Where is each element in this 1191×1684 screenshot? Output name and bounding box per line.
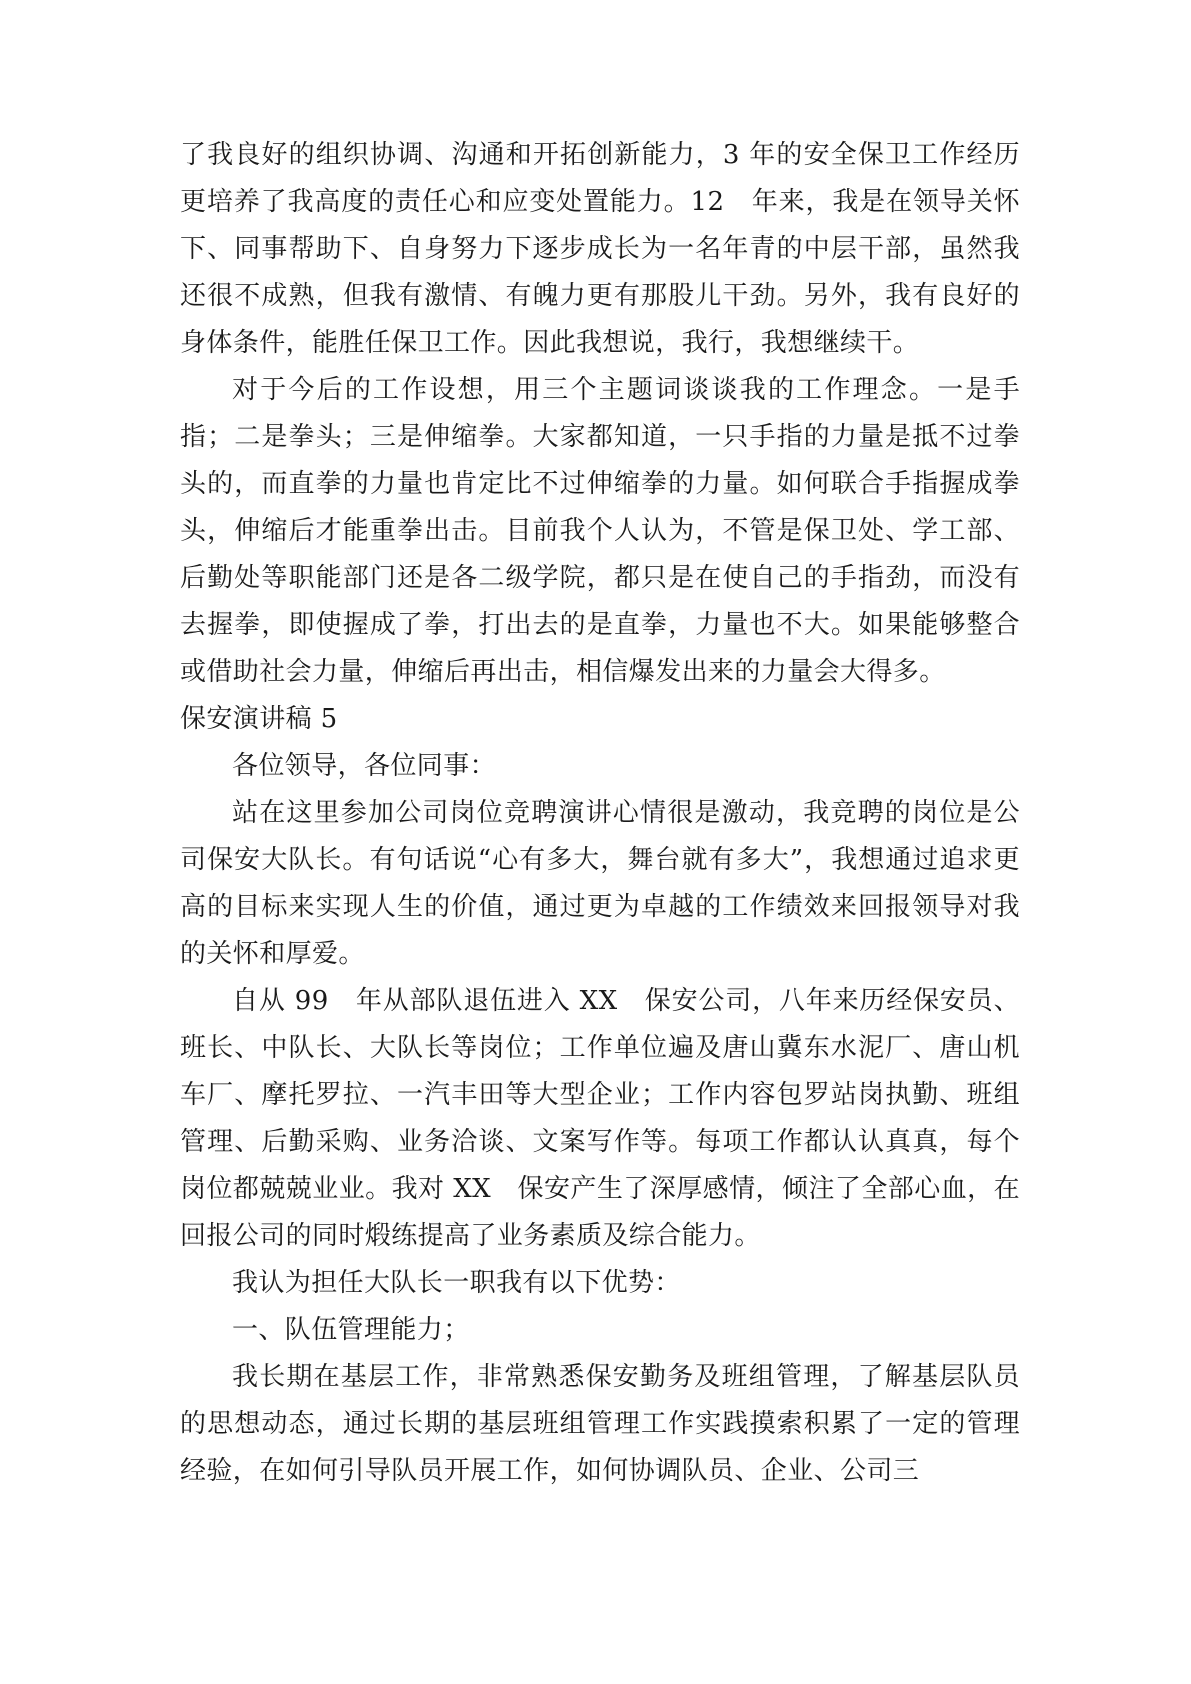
document-body <box>180 132 1020 1495</box>
paragraph-management: 我长期在基层工作，非常熟悉保安勤务及班组管理，了解基层队员的思想动态，通过长期的基层班组管理工作实践摸索积累了一定的管理经验，在如何引导队员开展工作，如何协调队员、企业、公司三 <box>180 1362 1020 1486</box>
list-item-heading: 一、队伍管理能力； <box>232 1315 470 1345</box>
salutation: 各位领导，各位同事： <box>232 751 497 781</box>
paragraph-intro: 站在这里参加公司岗位竞聘演讲心情很是激动，我竞聘的岗位是公司保安大队长。有句话说“心有多大，舞台就有多大”，我想通过追求更高的目标来实现人生的价值，通过更为卓越的工作绩效来回报领导对我的关怀和厚爱。 <box>180 798 1020 969</box>
paragraph-advantages-lead: 我认为担任大队长一职我有以下优势： <box>232 1268 681 1298</box>
paragraph-experience: 自从 99 年从部队退伍进入 XX 保安公司，八年来历经保安员、班长、中队长、大队长等岗位；工作单位遍及唐山冀东水泥厂、唐山机车厂、摩托罗拉、一汽丰田等大型企业；工作内容包罗站岗执勤、班组管理、后勤采购、业务洽谈、文案写作等。每项工作都认认真真，每个岗位都兢兢业业。我对 XX 保安产生了深厚感情，倾注了全部心血，在回报公司的同时煅练提高了业务素质及综合能力。 <box>180 986 1020 1251</box>
section-heading: 保安演讲稿 5 <box>180 704 338 734</box>
paragraph-work-plan: 对于今后的工作设想，用三个主题词谈谈我的工作理念。一是手指；二是拳头；三是伸缩拳。大家都知道，一只手指的力量是抵不过拳头的，而直拳的力量也肯定比不过伸缩拳的力量。如何联合手指握成拳头，伸缩后才能重拳出击。目前我个人认为，不管是保卫处、学工部、后勤处等职能部门还是各二级学院，都只是在使自己的手指劲，而没有去握拳，即使握成了拳，打出去的是直拳，力量也不大。如果能够整合或借助社会力量，伸缩后再出击，相信爆发出来的力量会大得多。 <box>180 375 1020 687</box>
paragraph-continuation: 了我良好的组织协调、沟通和开拓创新能力，3 年的安全保卫工作经历更培养了我高度的责任心和应变处置能力。12 年来，我是在领导关怀下、同事帮助下、自身努力下逐步成长为一名年青的中层干部，虽然我还很不成熟，但我有激情、有魄力更有那股儿干劲。另外，我有良好的身体条件，能胜任保卫工作。因此我想说，我行，我想继续干。 <box>180 140 1020 358</box>
